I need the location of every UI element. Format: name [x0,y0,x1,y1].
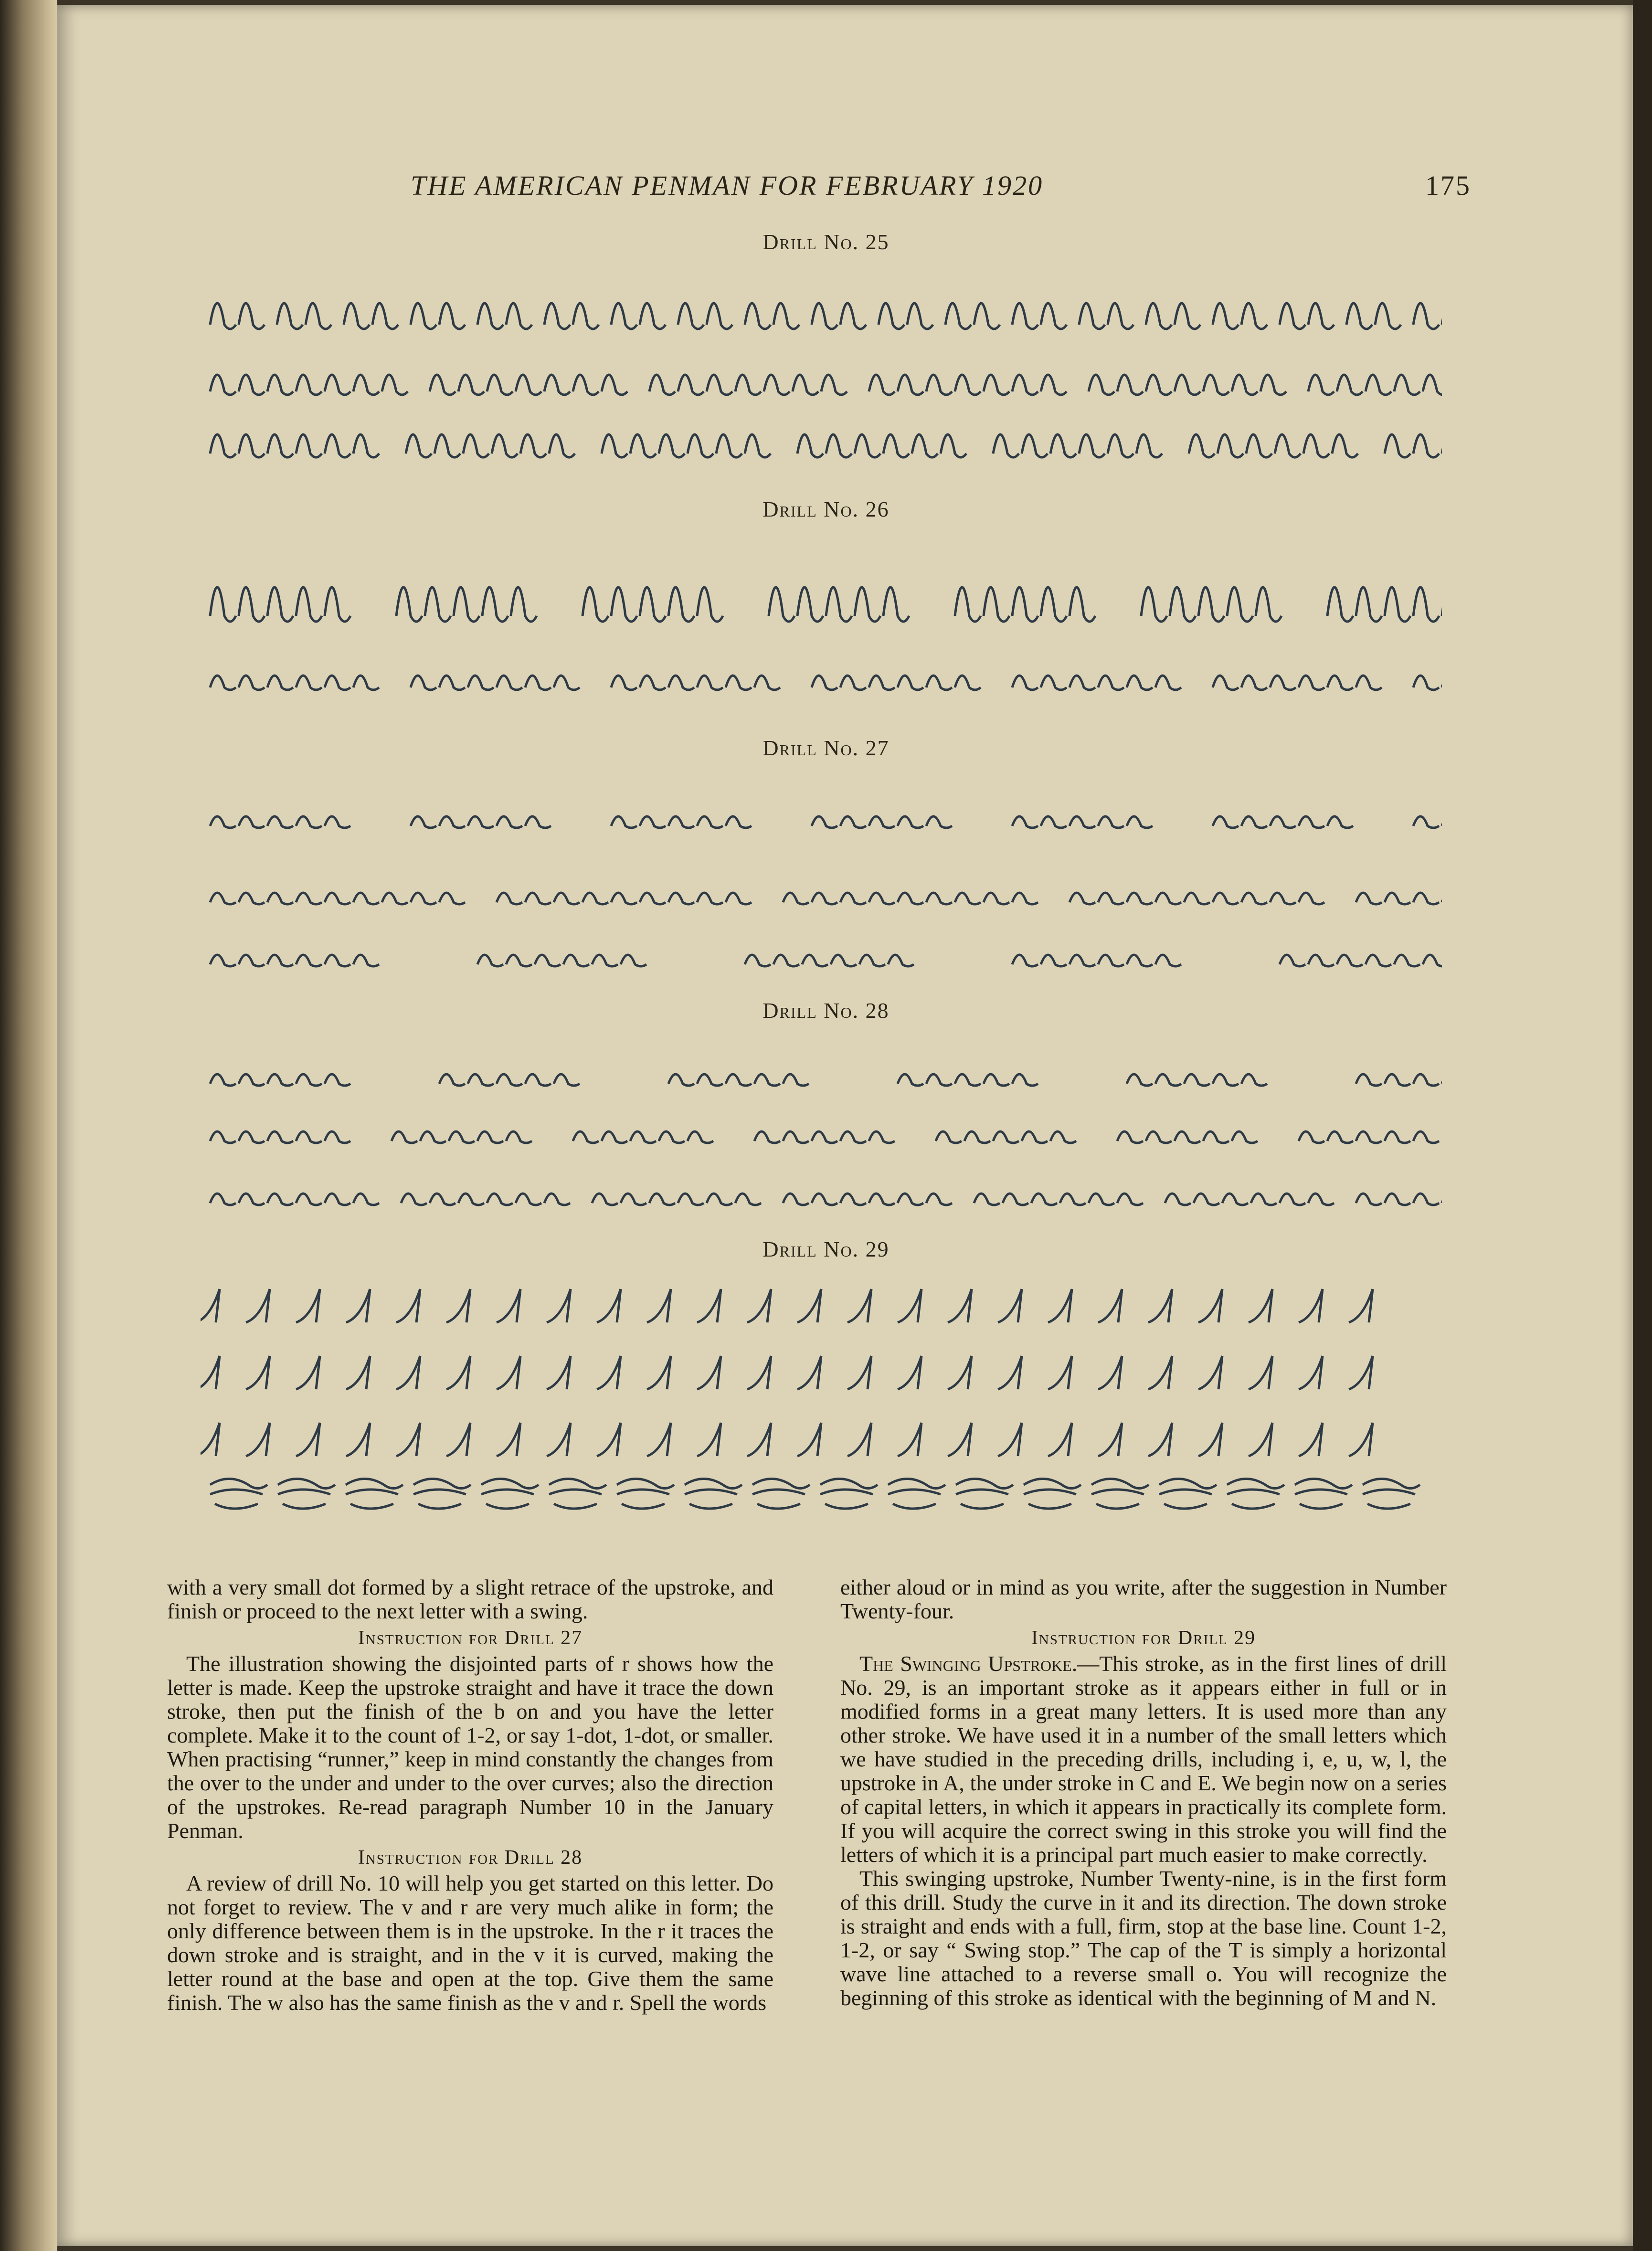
heading-drill-28: Instruction for Drill 28 [358,1847,583,1869]
drill-27-title: Drill No. 27 [762,736,890,760]
drill-26-title: Drill No. 26 [762,497,890,521]
para-drill-29b: This swinging upstroke, Number Twenty-nine, is in the first form of this drill. Study the curve in it and its direction. The down stroke is straight and ends with a full, firm, stop at the base line. Count 1-2, 1-2, or say “ Swing stop.” The cap of the T is simply a horizontal wave line attached to a reverse small o. You will recognize the beginning of this stroke as identical with the beginning of M and N. [840,1866,1447,2010]
drill-28-title: Drill No. 28 [762,998,890,1023]
page-number: 175 [1425,170,1471,201]
para-drill-29a-lead: The Swinging Upstroke. [859,1651,1078,1676]
drill-26-row-b [201,530,1442,640]
drill-29-row-upstroke-3 [201,1404,1442,1470]
drill-26-row-been [201,640,1442,707]
right-intro: either aloud or in mind as you write, after the suggestion in Number Twenty-four. [840,1575,1447,1623]
heading-drill-27: Instruction for Drill 27 [358,1627,583,1649]
drill-29-row-upstroke-2 [201,1337,1442,1404]
page-edge [1633,0,1652,2251]
drill-25-row-m [201,267,1442,334]
left-column [167,1575,773,2015]
drill-28-row-never [201,1155,1442,1222]
drill-29-row-upstroke-1 [201,1270,1442,1337]
drill-28-row-v [201,1031,1442,1098]
para-drill-27: The illustration showing the disjointed parts of r shows how the letter is made. Keep the upstroke straight and have it trace the down stroke, then put the finish of the b on and you have the letter complete. Make it to the count of 1-2, or say 1-dot, 1-dot, or smaller. When practising “runner,” keep in mind constantly the changes from the over to the under and under to the over curves; also the direction of the upstrokes. Re-read paragraph Number 10 in the January Penman. [167,1651,773,1843]
drill-29-title: Drill No. 29 [762,1237,890,1261]
drill-25-title: Drill No. 25 [762,230,890,254]
running-title: THE AMERICAN PENMAN FOR FEBRUARY 1920 [411,170,1044,201]
drill-29-row-t-cap [201,1466,1442,1523]
para-drill-29a-body: —This stroke, as in the first lines of drill No. 29, is an important stroke as it appears either in full or in modified forms in a great many letters. It is used more than any other stroke. We have used it in a number of the small letters which we have studied in the preceding drills, including i, e, u, w, l, the upstroke in A, the under stroke in C and E. We begin now on a series of capital letters, in which it appears in practically its complete form. If you will acquire the correct swing in this stroke you will find the letters of which it is a principal part much easier to make correctly. [840,1651,1447,1867]
drill-28-row-view [201,1093,1442,1160]
drill-27-row-r [201,769,1442,845]
heading-drill-29: Instruction for Drill 29 [1031,1627,1256,1649]
drill-25-row-mile [201,401,1442,468]
book-spine [0,0,57,2251]
right-column [840,1575,1447,2010]
drill-27-row-runner [201,855,1442,921]
left-intro: with a very small dot formed by a slight retrace of the upstroke, and finish or proceed to the next letter with a swing. [167,1575,773,1623]
para-drill-29a [840,1652,1447,1867]
drill-25-row-mine [201,339,1442,406]
para-drill-28: A review of drill No. 10 will help you get started on this letter. Do not forget to review. The v and r are very much alike in form; the only difference between them is in the upstroke. In the r it traces the down stroke and is straight, and in the v it is curved, making the letter round at the base and open at the top. Give them the same finish. The w also has the same finish as the v and r. Spell the words [167,1871,773,2015]
drill-27-row-error [201,917,1442,983]
